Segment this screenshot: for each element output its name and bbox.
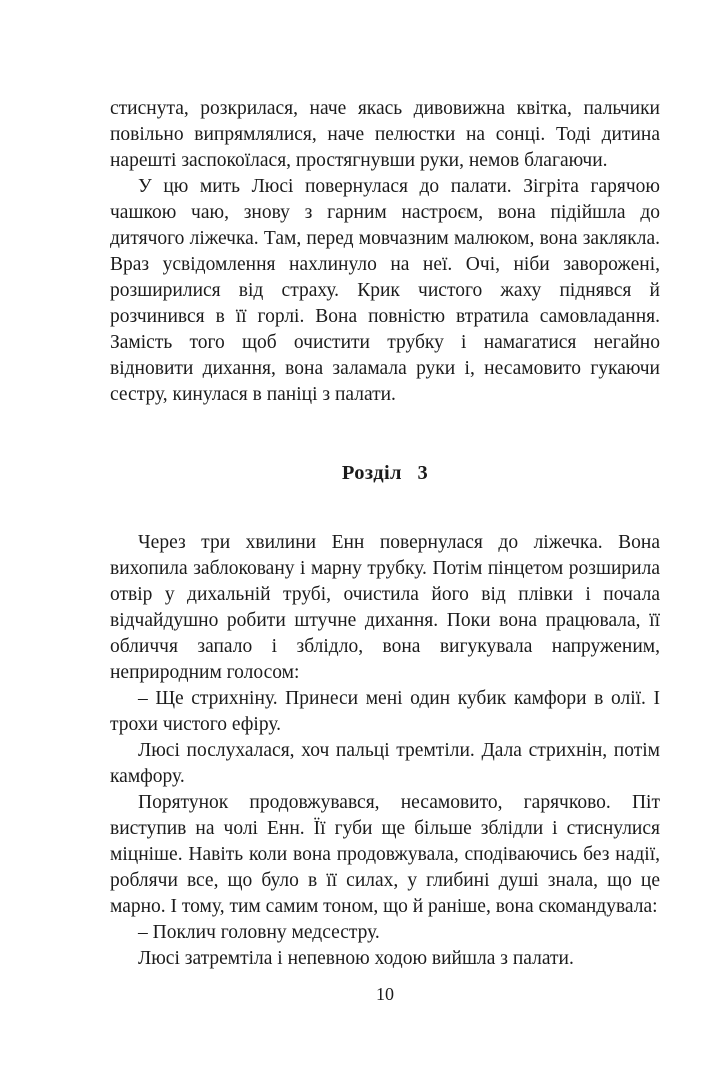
page-text-block	[110, 96, 660, 972]
paragraph: Люсі послухалася, хоч пальці тремтіли. Дала стрихнін, потім камфору.	[110, 740, 660, 787]
dialogue-line: – Ще стрихніну. Принеси мені один кубик камфори в олії. І трохи чистого ефіру.	[110, 688, 660, 735]
page-number: 10	[376, 984, 394, 1004]
dialogue-line: – Поклич головну медсестру.	[138, 922, 380, 943]
chapter-heading: Розділ 3	[341, 462, 429, 484]
paragraph: стиснута, розкрилася, наче якась дивовижна квітка, пальчики повільно випрямлялися, наче пелюстки на сонці. Тоді дитина нарешті заспокоїлася, простягнувши руки, немов благаючи.	[110, 98, 660, 171]
paragraph: Люсі затремтіла і непевною ходою вийшла з палати.	[138, 948, 574, 969]
paragraph: Через три хвилини Енн повернулася до ліжечка. Вона вихопила заблоковану і марну трубку. Потім пінцетом розширила отвір у дихальній трубі, очистила його від плівки і почала відчайдушно робити штучне дихання. Поки вона працювала, її обличчя запало і зблідло, вона вигукувала напруженим, неприродним голосом:	[110, 532, 660, 683]
paragraph: Порятунок продовжувався, несамовито, гарячково. Піт виступив на чолі Енн. Її губи ще більше зблідли і стиснулися міцніше. Навіть коли вона продовжувала, сподіваючись без надії, роблячи все, що було в її силах, у глибині душі знала, що це марно. І тому, тим самим тоном, що й раніше, вона скомандувала:	[110, 792, 660, 917]
paragraph: У цю мить Люсі повернулася до палати. Зігріта гарячою чашкою чаю, знову з гарним настроєм, вона підійшла до дитячого ліжечка. Там, перед мовчазним малюком, вона заклякла. Враз усвідомлення нахлинуло на неї. Очі, ніби заворожені, розширилися від страху. Крик чистого жаху піднявся й розчинився в її горлі. Вона повністю втратила самовладання. Замість того щоб очистити трубку і намагатися негайно відновити дихання, вона заламала руки і, несамовито гукаючи сестру, кинулася в паніці з палати.	[110, 176, 660, 405]
